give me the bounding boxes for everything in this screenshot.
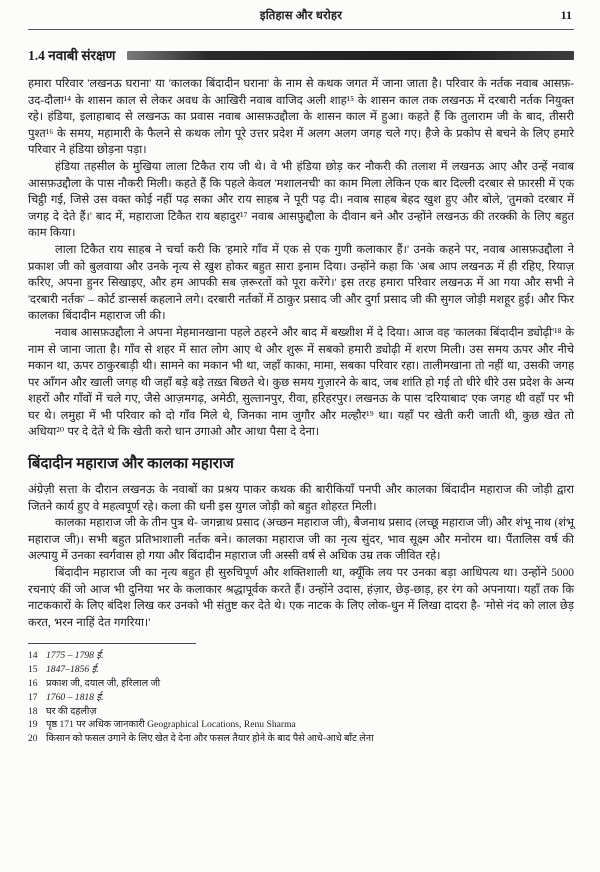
- paragraph: नवाब आसफ़उद्दौला ने अपना मेहमानखाना पहले ठहरने और बाद में बख्शीश में दे दिया। आज वह 'कालका बिंदादीन ड्योढ़ी'¹⁸ के नाम से जाना जाता है। गाँव से शहर में सात लोग आए थे और शुरू में सबको हमारी ड्योढ़ी में शरण मिली। उस समय ऊपर और नीचे मकान था, ऊपर ठाकुरबाड़ी थी। सामने का मकान भी था, जहाँ काका, मामा, सबका परिवार रहा। तालीमखाना तो नहीं था, उसकी जगह पर आँगन और खाली जगह थी जहाँ बड़े बड़े तख़्त बिछते थे। कुछ समय गुज़ारने के बाद, जब शांति हो गई तो धीरे धीरे उस प्रदेश के अन्य शहरों और गाँवों में चले गए, जैसे आज़मगढ़, अमेठी, सुल्तानपुर, रीवा, हरिहरपुर। लखनऊ के पास 'दरियाबाद' एक जगह थी वहाँ पर भी घर थे। लमुहा में भी परिवार को दो गाँव मिले थे, जिनका नाम जुगौर और मल्हौर¹⁹ था। यहाँ पर खेती करी जाती थी, कुछ खेत तो अधिया²⁰ पर दे देते थे कि खेती करो धान उगाओ और आधा पैसा दे देना।: [28, 326, 574, 439]
- footnote-number: 19: [28, 719, 38, 731]
- paragraph: बिंदादीन महाराज जी का नृत्य बहुत ही सुरुचिपूर्ण और शक्तिशाली था, क्यूँकि लय पर उनका बड़ा आधिपत्य था। उन्होंने 5000 रचनाएं कीं जो आज भी दुनिया भर के कलाकार श्रद्धापूर्वक करते हैं। उन्होंने उदास, हंज़ार, छेड़-छाड़, हर रंग को अपनाया। यहाँ तक कि नाटककारों के लिए बंदिश लिख कर उनको भी संतुष्ट कर देते थे। एक नाटक के लिए लोक-धुन में लिखा दादरा है- 'मोसे नंद को लाल छेड़ करत, भरन नाहिं देत गगरिया।': [28, 567, 574, 629]
- footnote: [28, 663, 574, 677]
- running-header: [28, 8, 574, 26]
- footnote-number: 18: [28, 705, 38, 717]
- page-number: 11: [560, 8, 572, 22]
- subsection-heading: बिंदादीन महाराज और कालका महाराज: [28, 456, 234, 473]
- section-heading: 1.4 नवाबी संरक्षण: [28, 48, 116, 63]
- footnote: [28, 732, 574, 746]
- paragraph: कालका महाराज जी के तीन पुत्र थे- जगन्नाथ प्रसाद (अच्छन महाराज जी), बैजनाथ प्रसाद (लच्छू महाराज जी) और शंभू नाथ (शंभू महाराज जी)। सभी बहुत प्रतिभाशाली नर्तक बने। कालका महाराज जी का नृत्य सुंदर, भाव सूक्ष्म और मनोरम था। पैंतालिस वर्ष की अल्पायु में उनका स्वर्गवास हो गया और बिंदादीन महाराज जी अस्सी वर्ष से अधिक उम्र तक जीवित रहे।: [28, 517, 574, 563]
- footnote-text: घर की दहलीज़: [46, 705, 97, 717]
- footnote-text: प्रकाश जी, दयाल जी, हरिलाल जी: [46, 678, 161, 689]
- footnote: [28, 677, 574, 691]
- footnote: [28, 718, 574, 732]
- footnote-text: 1760 – 1818 ई.: [46, 691, 104, 703]
- footnote: [28, 649, 574, 663]
- paragraph: अंग्रेज़ी सत्ता के दौरान लखनऊ के नवाबों का प्रश्रय पाकर कथक की बारीकियाँ पनपी और कालका बिंदादीन महाराज की जोड़ी द्वारा जितने कार्य हुए वे महत्वपूर्ण रहे। कला की धनी इस युगल जोड़ी को बहुत शोहरत मिली।: [28, 484, 574, 513]
- footnote-text: 1775 – 1798 ई.: [46, 650, 104, 662]
- footnote-separator-rule: [28, 643, 196, 644]
- subsection-body: [28, 482, 574, 631]
- footnotes: [28, 649, 574, 746]
- footnote: [28, 691, 574, 705]
- footnote: [28, 705, 574, 719]
- footnote-number: 15: [28, 664, 38, 676]
- paragraph: लाला टिकैत राय साहब ने चर्चा करी कि 'हमारे गाँव में एक से एक गुणी कलाकार हैं।' उनके कहने पर, नवाब आसफ़उद्दौला ने प्रकाश जी को बुलवाया और उनके नृत्य से खुश होकर बहुत सारा इनाम दिया। उन्होंने कहा कि 'अब आप लखनऊ में ही रहिए, रियाज़ करिए, अपना हुनर सिखाइए, और हम आपकी सब ज़रूरतों को पूरा करेंगे।' इस तरह हमारा परिवार लखनऊ में आ गया और सभी ने 'दरबारी नर्तक' – कोर्ट डान्सर्स कहलाने लगे। दरबारी नर्तकों में ठाकुर प्रसाद जी और दुर्गा प्रसाद जी की सुगल जोड़ी मशहूर हुई। और फिर कालका बिंदादीन महाराज जी की।: [28, 243, 574, 323]
- footnote-number: 20: [28, 733, 38, 745]
- section-heading-bar: [127, 51, 574, 60]
- footnote-number: 14: [28, 650, 38, 662]
- section-heading-row: [28, 46, 574, 64]
- footnote-text: किसान को फसल उगाने के लिए खेत दे देना और फसल तैयार होने के बाद पैसे आधे-आधे बाँट लेना: [46, 733, 374, 745]
- header-rule: [28, 29, 574, 30]
- paragraph: हंडिया तहसील के मुखिया लाला टिकैत राय जी थे। वे भी हंडिया छोड़ कर नौकरी की तलाश में लखनऊ आए और उन्हें नवाब आसफ़उद्दौला के पास नौकरी मिली। कहते हैं कि पहले केवल 'मशालनची' का काम मिला लेकिन एक बार दिल्ली दरबार से फ़ारसी में एक चिट्ठी गई, जिसे उस वक्त कोई नहीं पढ़ सका और राय साहब ने पूरी पढ़ दी। नवाब साहब बेहद खुश हुए और बोले, 'तुमको दरबार में जगह दे देते हैं।' बाद में, महाराजा टिकैत राय बहादुर¹⁷ नवाब आसफ़ुद्दौला के दीवान बने और उन्होंने लखनऊ की तरक्की के लिए बहुत काम किया।: [28, 160, 574, 240]
- running-header-title: इतिहास और धरोहर: [259, 10, 343, 22]
- footnote-text: 1847–1856 ई.: [46, 664, 99, 676]
- footnote-number: 16: [28, 678, 38, 689]
- paragraph: हमारा परिवार 'लखनऊ घराना' या 'कालका बिंदादीन घराना' के नाम से कथक जगत में जाना जाता है। परिवार के नर्तक नवाब आसफ़-उद-दौला¹⁴ के शासन काल से लेकर अवध के आखिरी नवाब वाजिद अली शाह¹⁵ के शासन काल तक लखनऊ में दरबारी नर्तक नियुक्त रहे। हंडिया, इलाहाबाद से लखनऊ का प्रवास नवाब आसफ़उद्दौला के शासन काल में हुआ। कहते हैं कि तुलाराम जी के बाद, तीसरी पुश्त¹⁶ के समय, महामारी के फैलने से कथक लोग पूरे उत्तर प्रदेश में अलग अलग जगह चले गए। हैजे के प्रकोप से बचने के लिए हमारे परिवार ने हंडिया छोड़ना पड़ा।: [28, 78, 574, 157]
- section-body: [28, 76, 574, 441]
- footnote-text: पृष्ठ 171 पर अधिक जानकारी Geographical Locations, Renu Sharma: [46, 719, 296, 731]
- footnote-number: 17: [28, 691, 38, 703]
